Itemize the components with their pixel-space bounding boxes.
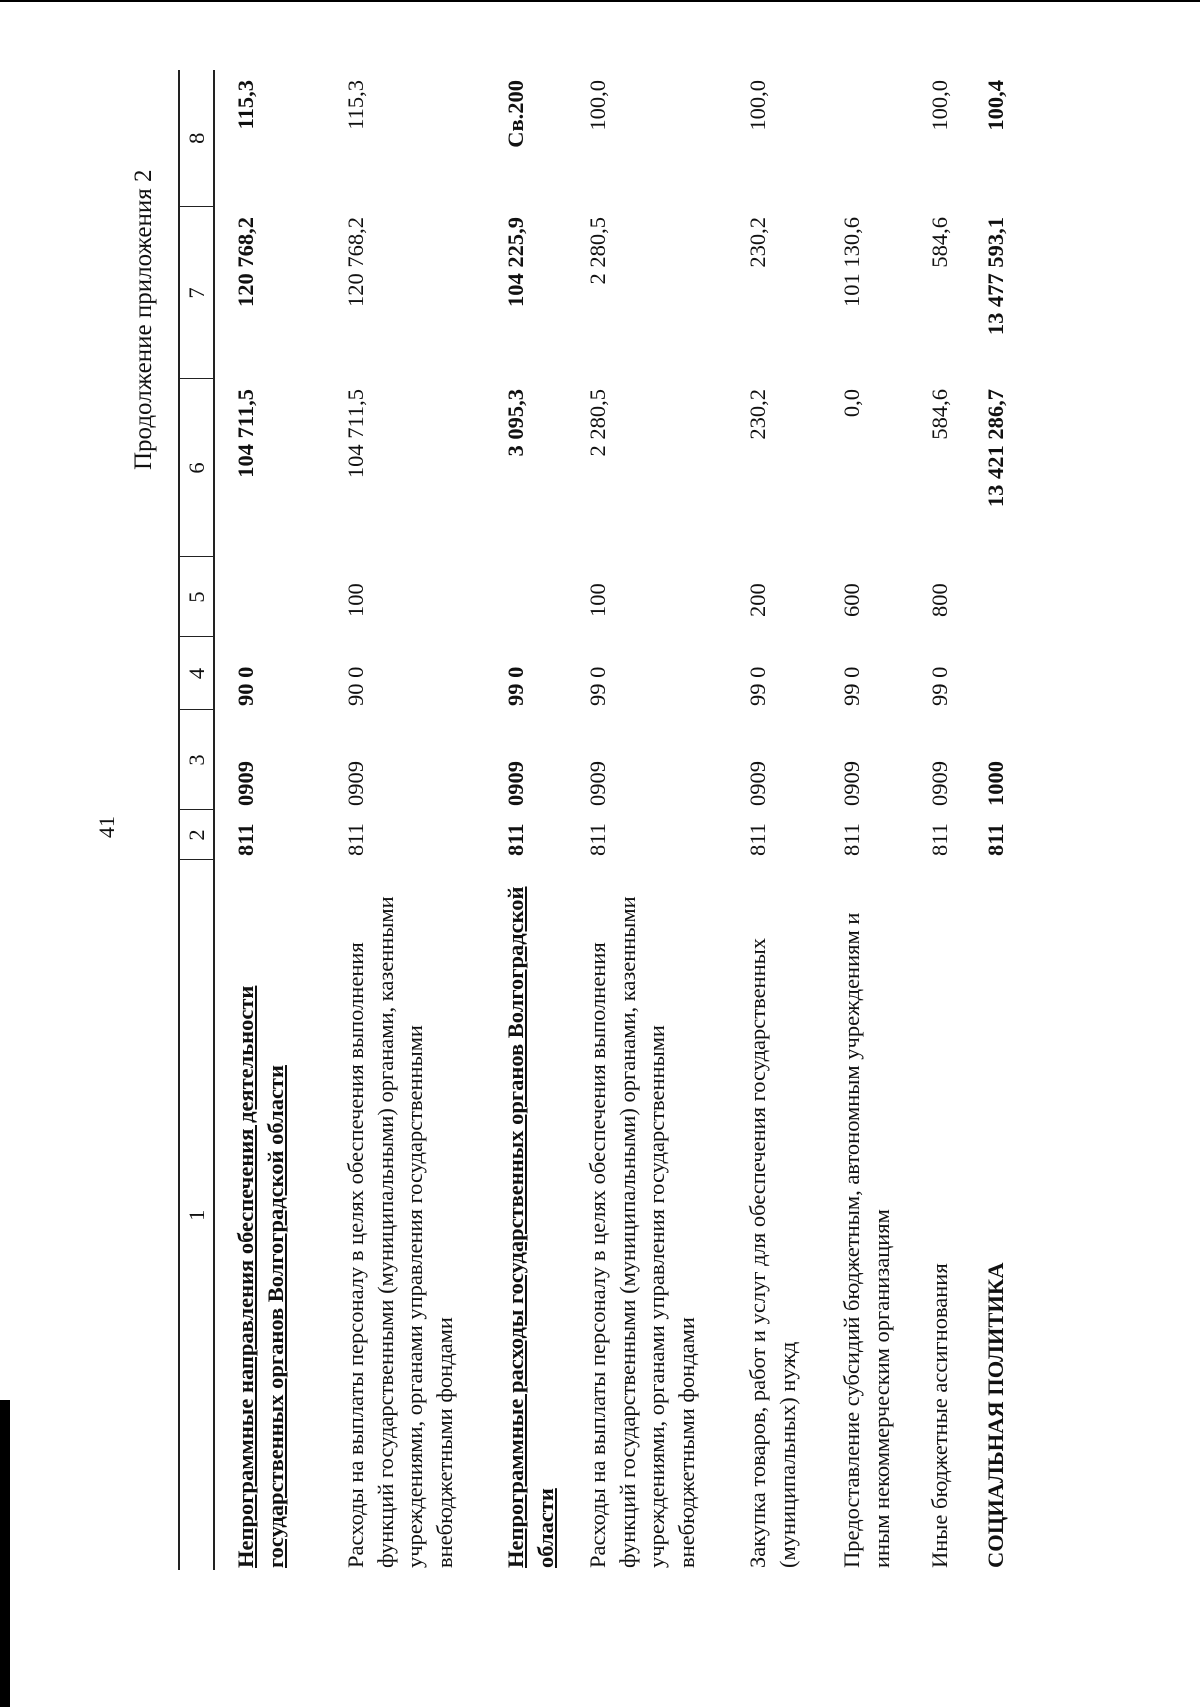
header-row <box>179 70 214 1570</box>
cell-percent: 100,4 <box>983 80 1008 131</box>
column-header: 7 <box>179 207 214 379</box>
cell-planned: 2 280,5 <box>585 389 610 457</box>
cell-section: 1000 <box>983 761 1008 806</box>
cell-percent: 100,0 <box>745 80 770 131</box>
row-name: Непрограммные направления обеспечения деятельности государственных органов Волгоградской области <box>233 985 288 1568</box>
cell-section: 0909 <box>503 761 528 806</box>
cell-executed: 584,6 <box>927 217 952 268</box>
cell-target: 90 0 <box>343 666 368 706</box>
table-row <box>733 70 825 1570</box>
cell-planned: 0,0 <box>839 389 864 418</box>
cell-target: 90 0 <box>233 666 258 706</box>
column-header: 6 <box>179 379 214 557</box>
table-row <box>491 70 573 1570</box>
cell-percent <box>825 70 915 207</box>
column-header: 4 <box>179 637 214 710</box>
cell-expense-type: 100 <box>343 583 368 617</box>
appendix-caption: Продолжение приложения 2 <box>130 169 157 470</box>
scan-edge-top <box>0 0 1200 2</box>
table-row <box>333 70 491 1570</box>
cell-planned: 13 421 286,7 <box>983 389 1008 508</box>
row-name: Расходы на выплаты персоналу в целях обеспечения выполнения функций государственными (муниципальными) органами, казенными учреждениями, органами управления государственными внебюджетными фондами <box>343 896 457 1568</box>
table-row <box>573 70 733 1570</box>
column-header: 1 <box>179 860 214 1570</box>
cell-ministry: 811 <box>585 823 610 856</box>
rotated-content <box>130 10 1130 1570</box>
cell-ministry: 811 <box>343 823 368 856</box>
cell-ministry: 811 <box>503 823 528 856</box>
scan-edge-left <box>0 1400 10 1707</box>
cell-expense-type: 600 <box>839 583 864 617</box>
cell-ministry: 811 <box>983 823 1008 856</box>
cell-executed: 101 130,6 <box>839 217 864 307</box>
cell-section: 0909 <box>343 761 368 806</box>
cell-target: 99 0 <box>927 666 952 706</box>
cell-ministry: 811 <box>839 823 864 856</box>
row-name: Непрограммные расходы государственных органов Волгоградской области <box>503 886 558 1568</box>
cell-planned: 104 711,5 <box>343 389 368 479</box>
cell-section: 0909 <box>745 761 770 806</box>
cell-ministry: 811 <box>745 823 770 856</box>
cell-expense-type: 100 <box>585 583 610 617</box>
cell-planned: 3 095,3 <box>503 389 528 457</box>
cell-target: 99 0 <box>745 666 770 706</box>
cell-target: 99 0 <box>503 666 528 706</box>
cell-ministry: 811 <box>927 823 952 856</box>
cell-percent: 100,0 <box>585 80 610 131</box>
cell-expense-type <box>214 557 333 637</box>
table-row <box>214 70 333 1570</box>
cell-planned: 104 711,5 <box>233 389 258 478</box>
cell-executed: 120 768,2 <box>343 217 368 307</box>
cell-executed: 104 225,9 <box>503 217 528 307</box>
cell-executed: 120 768,2 <box>233 217 258 307</box>
table-row <box>975 70 1021 1570</box>
page-number: 41 <box>94 816 119 838</box>
row-name: Предоставление субсидий бюджетным, автономным учреждениям и иным некоммерческим организациям <box>839 912 894 1568</box>
cell-section: 0909 <box>839 761 864 806</box>
cell-expense-type: 800 <box>927 583 952 617</box>
table-row <box>825 70 915 1570</box>
column-header: 3 <box>179 710 214 810</box>
cell-expense-type <box>491 557 573 637</box>
row-name: СОЦИАЛЬНАЯ ПОЛИТИКА <box>983 1262 1008 1568</box>
cell-target: 99 0 <box>839 666 864 706</box>
table-row <box>915 70 975 1570</box>
cell-expense-type <box>975 557 1021 637</box>
cell-ministry: 811 <box>233 823 258 856</box>
cell-target: 99 0 <box>585 666 610 706</box>
row-name: Расходы на выплаты персоналу в целях обеспечения выполнения функций государственными (муниципальными) органами, казенными учреждениями, органами управления государственными внебюджетными фондами <box>585 896 699 1568</box>
cell-section: 0909 <box>927 761 952 806</box>
column-header: 2 <box>179 810 214 860</box>
cell-expense-type: 200 <box>745 583 770 617</box>
column-header: 5 <box>179 557 214 637</box>
cell-percent: Св.200 <box>503 80 528 148</box>
cell-target <box>975 637 1021 710</box>
cell-planned: 230,2 <box>745 389 770 440</box>
cell-percent: 115,3 <box>233 80 258 130</box>
cell-executed: 13 477 593,1 <box>983 217 1008 336</box>
cell-executed: 230,2 <box>745 217 770 268</box>
cell-percent: 100,0 <box>927 80 952 131</box>
cell-percent: 115,3 <box>343 80 368 130</box>
row-name: Иные бюджетные ассигнования <box>927 1263 952 1568</box>
cell-executed: 2 280,5 <box>585 217 610 285</box>
budget-table <box>178 70 1021 1570</box>
cell-planned: 584,6 <box>927 389 952 440</box>
cell-section: 0909 <box>585 761 610 806</box>
row-name: Закупка товаров, работ и услуг для обеспечения государственных (муниципальных) нужд <box>745 937 800 1568</box>
column-header: 8 <box>179 70 214 207</box>
cell-section: 0909 <box>233 761 258 806</box>
